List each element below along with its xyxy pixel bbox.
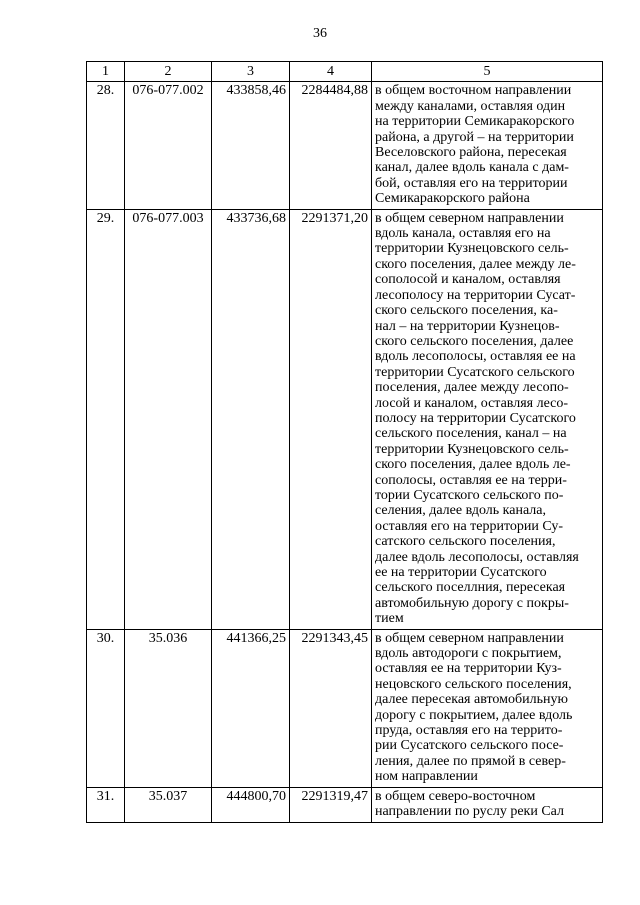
header-row xyxy=(87,62,603,82)
coord-x: 444800,70 xyxy=(212,787,290,822)
point-id: 076-077.003 xyxy=(125,209,212,629)
boundary-description: в общем северном направлении вдоль канала, оставляя его на территории Кузнецовского сель- ского поселения, далее между ле- сополосой и каналом, оставляя лесополосу на территории Сусат- ского сельского поселения, ка- нал – на территории Кузнецов- ского сельского поселения, далее вдоль лесополосы, оставляя ее на территории Сусатского сельского поселения, далее между лесопо- лосой и каналом, оставляя лесо- полосу на территории Сусатского сельского поселения, канал – на территории Кузнецовского сель- ского поселения, далее вдоль ле- сополосы, оставляя ее на терри- тории Сусатского сельского по- селения, далее вдоль канала, оставляя его на территории Су- сатского сельского поселения, далее вдоль лесополосы, оставляя ее на территории Сусатского сельского поселлния, пересекая автомобильную дорогу с покры- тием xyxy=(372,209,603,629)
page-number: 36 xyxy=(313,26,327,41)
coord-y: 2291319,47 xyxy=(290,787,372,822)
coord-y: 2291343,45 xyxy=(290,629,372,787)
boundary-table xyxy=(86,61,603,823)
table-row xyxy=(87,209,603,629)
header-cell-5: 5 xyxy=(372,62,603,82)
coord-x: 433858,46 xyxy=(212,82,290,209)
point-id: 35.037 xyxy=(125,787,212,822)
header-cell-1: 1 xyxy=(87,62,125,82)
coord-y: 2291371,20 xyxy=(290,209,372,629)
coord-x: 441366,25 xyxy=(212,629,290,787)
row-number: 30. xyxy=(87,629,125,787)
header-cell-2: 2 xyxy=(125,62,212,82)
table-row xyxy=(87,82,603,209)
header-cell-3: 3 xyxy=(212,62,290,82)
row-number: 29. xyxy=(87,209,125,629)
boundary-description: в общем северном направлении вдоль автодороги с покрытием, оставляя ее на территории Куз- нецовского сельского поселения, далее пересекая автомобильную дорогу с покрытием, далее вдоль пруда, оставляя его на террито- рии Сусатского сельского посе- ления, далее по прямой в север- ном направлении xyxy=(372,629,603,787)
coord-y: 2284484,88 xyxy=(290,82,372,209)
boundary-description: в общем восточном направлении между каналами, оставляя один на территории Семикаракорского района, а другой – на территории Веселовского района, пересекая канал, далее вдоль канала с дам- бой, оставляя его на территории Семикаракорского района xyxy=(372,82,603,209)
boundary-description: в общем северо-восточном направлении по руслу реки Сал xyxy=(372,787,603,822)
row-number: 31. xyxy=(87,787,125,822)
table-row xyxy=(87,629,603,787)
header-cell-4: 4 xyxy=(290,62,372,82)
point-id: 076-077.002 xyxy=(125,82,212,209)
coord-x: 433736,68 xyxy=(212,209,290,629)
row-number: 28. xyxy=(87,82,125,209)
table-row xyxy=(87,787,603,822)
point-id: 35.036 xyxy=(125,629,212,787)
